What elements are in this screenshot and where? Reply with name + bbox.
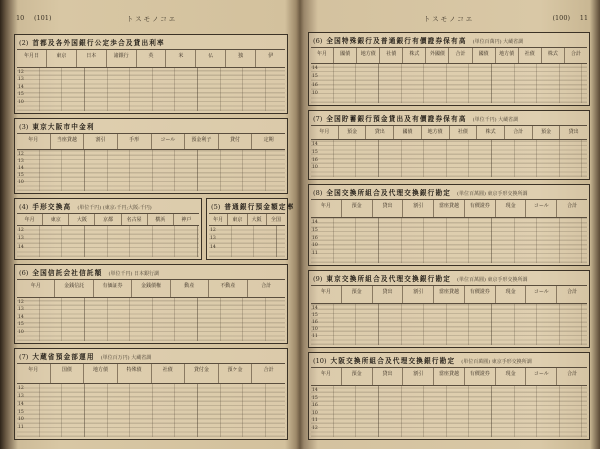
section-units: (単位千円) 大蔵省調 bbox=[472, 117, 519, 123]
left-section-6: (6) 全国信託会社信託額 (単位千円) 日本銀行調 年月 金銭信託 有価証券 金銭債権 動産 不動産 合計 12 13 14 15 10 bbox=[14, 264, 288, 344]
row-label: 10 bbox=[312, 90, 318, 96]
right-section-7: (7) 全国貯蓄銀行預金貸出及有價證券保有高 (単位千円) 大蔵省調 年月 預金 貸出 國債 地方債 社債 株式 合計 預金 貸出 14 15 16 10 bbox=[308, 110, 590, 180]
row-label: 12 bbox=[312, 425, 318, 431]
section-title: 全国交換所組合及代理交換銀行勘定 bbox=[326, 189, 452, 197]
row-label: 16 bbox=[312, 157, 318, 163]
left-page-extra: (101) bbox=[34, 14, 52, 22]
section-title: 全国特殊銀行及普通銀行有價證券保有高 bbox=[326, 37, 467, 45]
row-label: 13 bbox=[18, 77, 24, 83]
table-body bbox=[17, 150, 285, 191]
row-label: 12 bbox=[18, 386, 24, 391]
section-units: (単位百萬圓) 東京手形交換所調 bbox=[457, 191, 528, 197]
table-header: 年月 國債 地方債 社債 株式 外國債 合計 國債 地方債 社債 株式 合計 bbox=[311, 48, 587, 64]
row-label: 16 bbox=[312, 320, 318, 325]
table-body bbox=[17, 298, 285, 341]
table-body bbox=[311, 140, 587, 177]
row-label: 10 bbox=[312, 243, 318, 249]
table-header: 年月 東京 大阪 京都 名古屋 横浜 神戸 bbox=[17, 214, 199, 226]
table-body bbox=[311, 386, 587, 437]
row-label: 15 bbox=[312, 74, 318, 80]
section-title: 全国貯蓄銀行預金貸出及有價證券保有高 bbox=[326, 115, 467, 123]
row-label: 11 bbox=[312, 334, 318, 339]
row-label: 15 bbox=[312, 395, 318, 401]
table-body bbox=[311, 218, 587, 263]
row-label: 15 bbox=[312, 313, 318, 318]
row-label: 14 bbox=[312, 66, 318, 71]
row-label: 15 bbox=[312, 227, 318, 233]
left-section-2: (2) 首都及各外国銀行公定歩合及貸出利率 年月日 東京 日本 諸銀行 英 米 仏 独 伊 12 13 14 15 10 bbox=[14, 34, 288, 114]
section-title: 東京交換所組合及代理交換銀行勘定 bbox=[326, 275, 452, 283]
section-units: (単位百萬円) 大蔵省調 bbox=[472, 39, 524, 45]
row-label: 12 bbox=[18, 228, 24, 233]
row-label: 14 bbox=[18, 84, 24, 90]
left-section-4: (4) 手形交換高 (単位千円) (東京:千円;大阪:千円) 年月 東京 大阪 京都 名古屋 横浜 神戸 12 13 14 bbox=[14, 198, 202, 260]
row-label: 14 bbox=[18, 166, 24, 171]
row-label: 14 bbox=[312, 306, 318, 311]
left-section-7: (7) 大蔵省預金部運用 (単位百万円) 大蔵省調 年月 国債 地方債 特殊債 社債 貸付金 預ケ金 合計 12 13 14 15 10 11 bbox=[14, 348, 288, 440]
table-body bbox=[209, 226, 285, 257]
right-page bbox=[306, 0, 592, 449]
table-header: 年月 預金 貸出 割引 當座貸越 有價證券 現金 コール 合計 bbox=[311, 368, 587, 386]
row-label: 15 bbox=[18, 322, 24, 328]
right-section-8: (8) 全国交換所組合及代理交換銀行勘定 (単位百萬圓) 東京手形交換所調 年月 預金 貸出 割引 當座貸越 有價證券 現金 コール 合計 14 15 16 10 11 bbox=[308, 184, 590, 266]
left-section-5: (5) 普通銀行預金額定率 年月 東京 大阪 全国 12 13 14 bbox=[206, 198, 288, 260]
row-label: 13 bbox=[210, 236, 216, 242]
right-header-title: トスモノコエ bbox=[423, 15, 475, 23]
row-label: 14 bbox=[312, 220, 318, 225]
left-page-number: 10 bbox=[16, 14, 25, 22]
section-title: 手形交換高 bbox=[32, 203, 72, 211]
table-body bbox=[17, 226, 199, 257]
table-body bbox=[311, 304, 587, 345]
section-title: 大蔵省預金部運用 bbox=[32, 353, 95, 361]
table-header: 年月 預金 貸出 國債 地方債 社債 株式 合計 預金 貸出 bbox=[311, 126, 587, 140]
table-header: 年月 東京 大阪 全国 bbox=[209, 214, 285, 226]
right-page-extra: 11 bbox=[579, 14, 588, 22]
row-label: 12 bbox=[18, 300, 24, 305]
table-body bbox=[17, 384, 285, 437]
row-label: 16 bbox=[312, 235, 318, 241]
section-title: 大阪交換所組合及代理交換銀行勘定 bbox=[330, 357, 456, 365]
row-label: 11 bbox=[18, 425, 24, 431]
left-header-title: トスモノコエ bbox=[126, 15, 178, 23]
section-units: (単位百萬圓) 東京手形交換所調 bbox=[461, 359, 532, 365]
right-page-number: (100) bbox=[552, 14, 570, 22]
row-label: 12 bbox=[18, 70, 24, 75]
table-header: 年月 当座貸越 割引 手形 コール 預金利子 貸付 定期 bbox=[17, 134, 285, 150]
table-header: 年月 預金 貸出 割引 當座貸越 有價證券 現金 コール 合計 bbox=[311, 286, 587, 304]
row-label: 10 bbox=[18, 329, 24, 335]
table-header: 年月 預金 貸出 割引 當座貸越 有價證券 現金 コール 合計 bbox=[311, 200, 587, 218]
left-running-header bbox=[12, 14, 292, 28]
section-title: 普通銀行預金額定率 bbox=[224, 203, 295, 211]
section-units: (単位百万円) 大蔵省調 bbox=[100, 355, 152, 361]
row-label: 14 bbox=[18, 314, 24, 320]
row-label: 13 bbox=[18, 159, 24, 164]
section-units: (単位千円) (東京:千円;大阪:千円) bbox=[77, 205, 152, 211]
row-label: 10 bbox=[312, 410, 318, 416]
row-label: 15 bbox=[312, 149, 318, 155]
row-label: 11 bbox=[312, 418, 318, 423]
row-label: 10 bbox=[18, 417, 24, 423]
right-section-6: (6) 全国特殊銀行及普通銀行有價證券保有高 (単位百萬円) 大蔵省調 年月 國債 地方債 社債 株式 外國債 合計 國債 地方債 社債 株式 合計 14 15 16 10 bbox=[308, 32, 590, 106]
section-title: 全国信託会社信託額 bbox=[32, 269, 103, 277]
row-label: 13 bbox=[18, 236, 24, 242]
row-label: 14 bbox=[312, 142, 318, 147]
row-label: 12 bbox=[210, 228, 216, 233]
table-header: 年月 国債 地方債 特殊債 社債 貸付金 預ケ金 合計 bbox=[17, 364, 285, 384]
section-title: 東京大阪市中金利 bbox=[32, 123, 95, 131]
right-running-header bbox=[306, 14, 592, 28]
row-label: 13 bbox=[18, 307, 24, 313]
section-units: (単位千円) 日本銀行調 bbox=[108, 271, 159, 277]
table-header: 年月 金銭信託 有価証券 金銭債権 動産 不動産 合計 bbox=[17, 280, 285, 298]
row-label: 10 bbox=[312, 165, 318, 171]
row-label: 13 bbox=[18, 393, 24, 399]
row-label: 10 bbox=[18, 180, 24, 185]
row-label: 14 bbox=[18, 401, 24, 407]
row-label: 10 bbox=[312, 327, 318, 332]
row-label: 16 bbox=[312, 82, 318, 88]
row-label: 10 bbox=[18, 99, 24, 105]
row-label: 14 bbox=[312, 388, 318, 393]
section-title: 首都及各外国銀行公定歩合及貸出利率 bbox=[32, 39, 165, 47]
row-label: 15 bbox=[18, 409, 24, 415]
table-header: 年月日 東京 日本 諸銀行 英 米 仏 独 伊 bbox=[17, 50, 285, 68]
row-label: 14 bbox=[210, 244, 216, 250]
right-section-10: (10) 大阪交換所組合及代理交換銀行勘定 (単位百萬圓) 東京手形交換所調 年月 預金 貸出 割引 當座貸越 有價證券 現金 コール 合計 14 15 16 10 11 12 bbox=[308, 352, 590, 440]
left-page bbox=[12, 0, 295, 449]
row-label: 15 bbox=[18, 173, 24, 178]
row-label: 16 bbox=[312, 403, 318, 408]
row-label: 11 bbox=[312, 251, 318, 257]
left-section-3: (3) 東京大阪市中金利 年月 当座貸越 割引 手形 コール 預金利子 貸付 定期 12 13 14 15 10 bbox=[14, 118, 288, 194]
table-body bbox=[311, 64, 587, 103]
row-label: 15 bbox=[18, 92, 24, 98]
section-units: (単位百萬圓) 東京手形交換所調 bbox=[457, 277, 528, 283]
row-label: 12 bbox=[18, 152, 24, 157]
table-body bbox=[17, 68, 285, 111]
row-label: 14 bbox=[18, 244, 24, 250]
right-section-9: (9) 東京交換所組合及代理交換銀行勘定 (単位百萬圓) 東京手形交換所調 年月 預金 貸出 割引 當座貸越 有價證券 現金 コール 合計 14 15 16 10 11 bbox=[308, 270, 590, 348]
